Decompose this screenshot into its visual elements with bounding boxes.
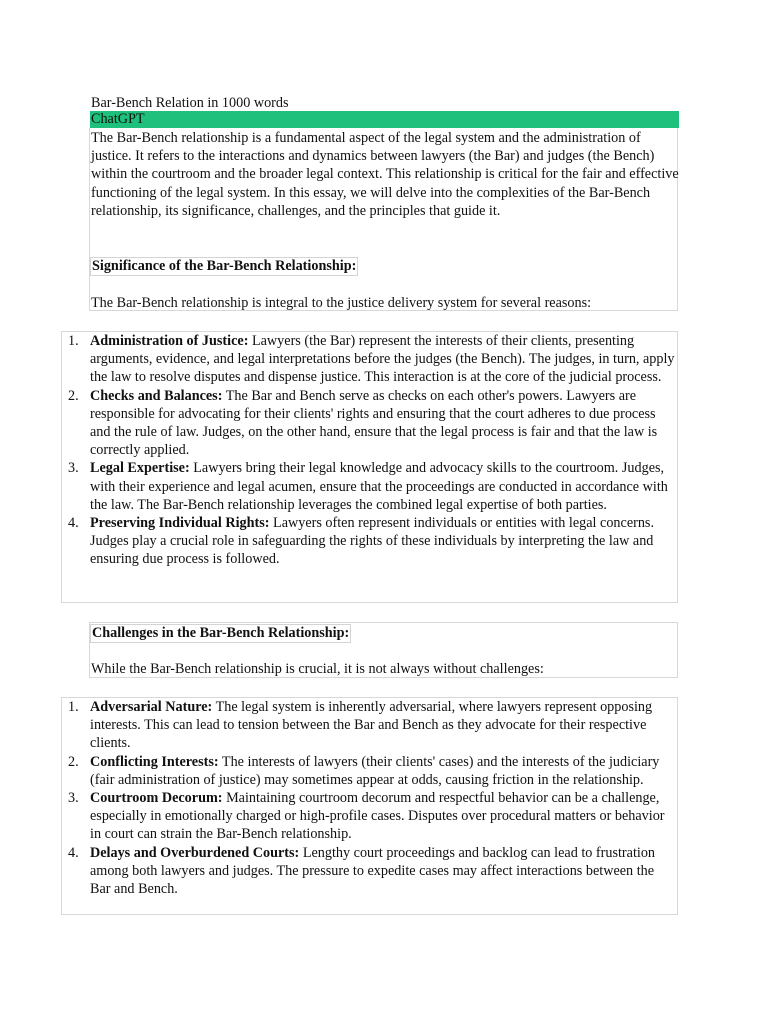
item-text: Lawyers bring their legal knowledge and advocacy skills to the courtroom. Judges, with their experience and legal acumen, ensure that the proceedings are conducted in accordance with the law. The Bar-Bench relationship leverages the combined legal expertise of both parties. <box>90 460 668 513</box>
item-number: 2. <box>68 753 79 770</box>
item-term: Checks and Balances: <box>90 387 223 404</box>
item-term: Administration of Justice: <box>90 333 249 349</box>
item-number: 3. <box>68 460 79 477</box>
challenges-heading: Challenges in the Bar-Bench Relationship: <box>92 625 350 641</box>
chatgpt-label-bar: ChatGPT <box>90 111 679 128</box>
item-term: Adversarial Nature: <box>90 699 213 715</box>
item-term: Courtroom Decorum: <box>90 790 223 807</box>
list-item <box>62 459 677 514</box>
item-term: Conflicting Interests: <box>90 753 219 770</box>
item-text: Lengthy court proceedings and backlog can lead to frustration among both lawyers and judges. The pressure to expedite cases may affect interactions between the Bar and Bench. <box>90 844 656 898</box>
list-item <box>62 753 677 789</box>
significance-heading: Significance of the Bar-Bench Relationship: <box>92 258 357 274</box>
item-term: Delays and Overburdened Courts: <box>90 844 300 861</box>
item-term: Legal Expertise: <box>90 460 190 477</box>
document-title: Bar-Bench Relation in 1000 words <box>91 95 289 111</box>
list-item <box>62 789 677 844</box>
item-number: 3. <box>68 790 79 807</box>
item-text: Maintaining courtroom decorum and respectful behavior can be a challenge, especially in emotionally charged or high-profile cases. Disputes over procedural matters or behavior in court can strain the Bar-Bench relationship. <box>90 790 665 843</box>
item-text: The interests of lawyers (their clients' cases) and the interests of the judiciary (fair administration of justice) may sometimes appear at odds, causing friction in the relationship. <box>90 753 660 788</box>
item-text: Lawyers often represent individuals or entities with legal concerns. Judges play a crucial role in safeguarding the rights of these individuals by interpreting the law and ensuring due process is followed. <box>90 515 655 568</box>
item-text: Lawyers (the Bar) represent the interests of their clients, presenting arguments, evidence, and legal interpretations before the judges (the Bench). The judges, in turn, apply the law to resolve disputes and dispense justice. This interaction is at the core of the judicial process. <box>90 333 675 386</box>
challenges-list <box>61 697 678 915</box>
list-item <box>62 332 677 387</box>
significance-list <box>61 331 678 603</box>
list-item <box>62 844 677 899</box>
item-number: 4. <box>68 515 79 532</box>
item-number: 4. <box>68 844 79 861</box>
list-item <box>62 387 677 460</box>
item-number: 2. <box>68 387 79 404</box>
intro-paragraph: The Bar-Bench relationship is a fundamental aspect of the legal system and the administration of justice. It refers to the interactions and dynamics between lawyers (the Bar) and judges (the Bench) within the courtroom and the broader legal context. This relationship is critical for the fair and effective functioning of the legal system. In this essay, we will delve into the complexities of the Bar-Bench relationship, its significance, challenges, and the principles that guide it. <box>91 130 679 219</box>
item-text: The legal system is inherently adversarial, where lawyers represent opposing interests. This can lead to tension between the Bar and Bench as they advocate for their respective clients. <box>90 699 653 752</box>
item-term: Preserving Individual Rights: <box>90 515 270 532</box>
significance-lead: The Bar-Bench relationship is integral to the justice delivery system for several reasons: <box>91 295 592 311</box>
list-item <box>62 514 677 569</box>
item-number: 1. <box>68 333 79 349</box>
challenges-lead: While the Bar-Bench relationship is crucial, it is not always without challenges: <box>91 661 544 677</box>
item-number: 1. <box>68 699 79 715</box>
list-item <box>62 698 677 753</box>
item-text: The Bar and Bench serve as checks on each other's powers. Lawyers are responsible for advocating for their clients' rights and ensuring that the court adheres to due process and the rule of law. Judges, on the other hand, ensure that the legal process is fair and that the law is correctly applied. <box>90 387 658 459</box>
